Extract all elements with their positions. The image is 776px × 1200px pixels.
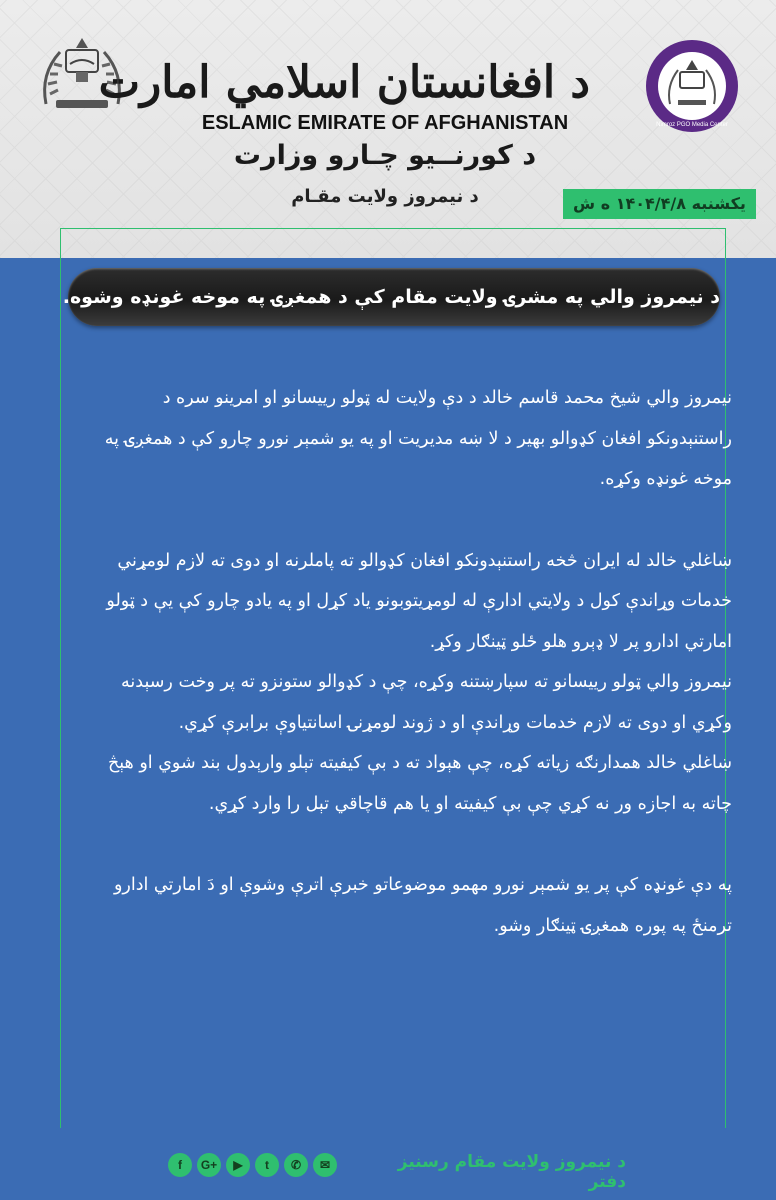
english-title: ESLAMIC EMIRATE OF AFGHANISTAN [201, 112, 569, 134]
headline: د نیمروز والي په مشرۍ ولایت مقام کې د همغږۍ په موخه غونډه وشوه. [68, 268, 720, 326]
ministry-name: د کورنــیو چـارو وزارت [233, 140, 537, 171]
media-center-logo-icon [644, 38, 740, 134]
google-plus-icon[interactable]: G+ [197, 1153, 221, 1177]
media-logo-caption: Nimroz PGO Media Center [656, 122, 728, 128]
messenger-icon[interactable]: ✉ [313, 1153, 337, 1177]
youtube-icon[interactable]: ▶ [226, 1153, 250, 1177]
social-icons [168, 1153, 337, 1177]
paragraph-1: نیمروز والي شیخ محمد قاسم خالد د دې ولایت له ټولو رییسانو او امرینو سره د راستنېدونکو افغان کډوالو بهیر د لا ښه مدیریت او په یو شمېر نورو چارو کې د همغږۍ په موخه غونډه وکړه. [104, 388, 732, 489]
paragraph-2: ښاغلي خالد له ایران څخه راستنېدونکو افغان کډوالو ته پاملرنه او دوی ته لازم لومړني خدمات وړاندې کول د ولایتي ادارې له لومړیتوبونو یاد کړل او په یادو چارو کې یې د ټولو امارتي ادارو پر لا ډېرو هلو ځلو ټینګار وکړ. [106, 550, 732, 652]
whatsapp-icon[interactable]: ✆ [284, 1153, 308, 1177]
paragraph-gap [80, 824, 732, 865]
office-name: د نیمروز ولایت مقـام [291, 186, 479, 207]
footer-office-name: د نیمروز ولایت مقام رسنیز دفتر [397, 1152, 626, 1192]
facebook-icon[interactable]: f [168, 1153, 192, 1177]
date-badge: یکشنبه ۱۴۰۴/۴/۸ ه ش [563, 189, 756, 219]
paragraph-5: په دې غونډه کې پر یو شمېر نورو مهمو موضوعاتو خبرې اترې وشوې او دَ امارتي ادارو ترمنځ په پوره همغږۍ ټینګار وشو. [113, 875, 732, 936]
paragraph-4: ښاغلي خالد همدارنګه زیاته کړه، چې هېواد ته د بې کیفیته تېلو وارېدول بند شوي او هېڅ چاته به اجازه ور نه کړي چې بې کیفیته او یا هم قاچاقي تېل را وارد کړي. [107, 753, 732, 814]
paragraph-3: نیمروز والي ټولو رییسانو ته سپارښتنه وکړه، چې د کډوالو ستونزو ته پر وخت رسېدنه وکړي او دوی ته لازم خدمات وړاندې او د ژوند لومړنۍ اسانتیاوې برابرې کړي. [121, 672, 732, 733]
paragraph-gap [80, 500, 732, 541]
article-body [80, 378, 732, 946]
emirate-calligraphy: د افغانستان اسلامي امارت [98, 57, 590, 108]
twitter-icon[interactable]: t [255, 1153, 279, 1177]
